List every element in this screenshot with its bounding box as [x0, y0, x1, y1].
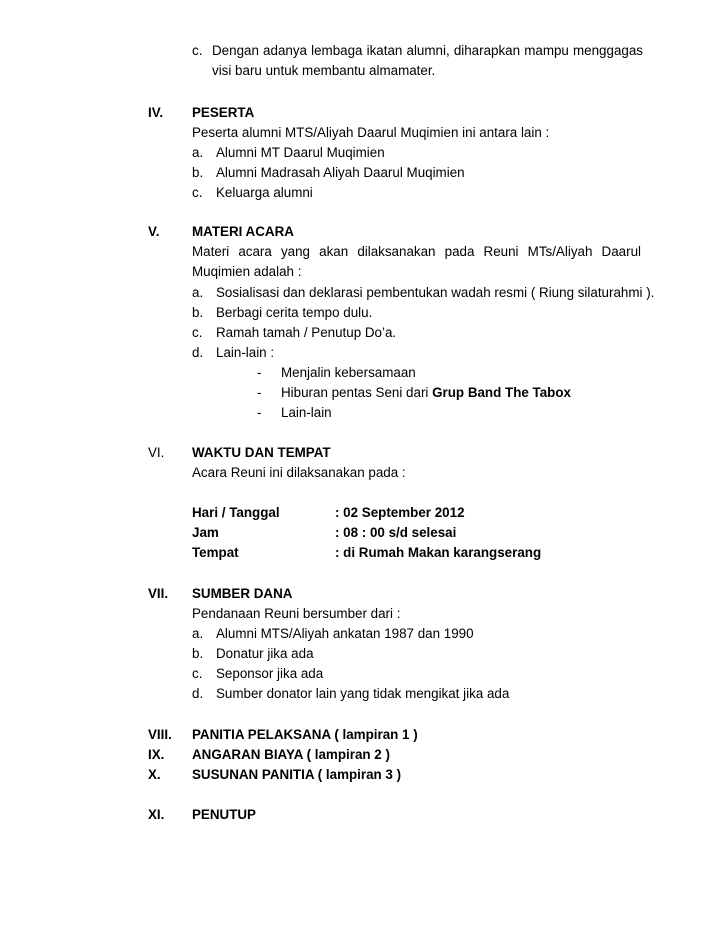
item-label: c.: [192, 666, 203, 681]
schedule-value: : di Rumah Makan karangserang: [335, 545, 542, 560]
list-item: [192, 664, 323, 684]
intro-c-line1: Dengan adanya lembaga ikatan alumni, diharapkan mampu menggagas: [212, 43, 643, 58]
item-text: Alumni Madrasah Aliyah Daarul Muqimien: [216, 165, 465, 180]
section-viii-title: PANITIA PELAKSANA ( lampiran 1 ): [192, 727, 418, 742]
list-item: [192, 684, 509, 704]
intro-c-line2: visi baru untuk membantu almamater.: [212, 63, 436, 78]
intro-c-label: c.: [192, 43, 203, 58]
item-text: Hiburan pentas Seni dari: [281, 385, 433, 400]
item-text: Keluarga alumni: [216, 185, 313, 200]
schedule-value: : 08 : 00 s/d selesai: [335, 525, 457, 540]
section-vi-number: VI.: [148, 445, 165, 460]
section-ix-number: IX.: [148, 747, 165, 762]
section-x-title: SUSUNAN PANITIA ( lampiran 3 ): [192, 767, 402, 782]
item-text: Donatur jika ada: [216, 646, 314, 661]
item-text: Seponsor jika ada: [216, 666, 324, 681]
section-vi-title: WAKTU DAN TEMPAT: [192, 445, 331, 460]
band-name: Grup Band The Tabox: [432, 385, 571, 400]
item-text: Sosialisasi dan deklarasi pembentukan wadah resmi ( Riung silaturahmi ).: [216, 285, 655, 300]
item-label: a.: [192, 285, 204, 300]
list-item: [192, 303, 372, 323]
list-item: [192, 323, 396, 343]
section-viii-number: VIII.: [148, 727, 172, 742]
item-label: d.: [192, 686, 204, 701]
bullet-dash: -: [257, 385, 262, 400]
section-ix-title: ANGARAN BIAYA ( lampiran 2 ): [192, 747, 390, 762]
item-label: a.: [192, 145, 204, 160]
section-iv-intro: Peserta alumni MTS/Aliyah Daarul Muqimien ini antara lain :: [192, 125, 550, 140]
item-label: b.: [192, 646, 204, 661]
list-item: [192, 624, 474, 644]
section-v-number: V.: [148, 224, 160, 239]
section-v-intro-line2: Muqimien adalah :: [192, 264, 302, 279]
section-vi-intro: Acara Reuni ini dilaksanakan pada :: [192, 465, 406, 480]
schedule-value: : 02 September 2012: [335, 505, 465, 520]
sub-list-item: [257, 403, 332, 423]
list-item: [192, 183, 313, 203]
section-v-intro-line1: Materi acara yang akan dilaksanakan pada Reuni MTs/Aliyah Daarul: [192, 244, 641, 259]
list-item: [192, 163, 465, 183]
item-text: Alumni MT Daarul Muqimien: [216, 145, 385, 160]
section-x-number: X.: [148, 767, 161, 782]
section-iv-title: PESERTA: [192, 105, 255, 120]
bullet-dash: -: [257, 365, 262, 380]
item-text: Ramah tamah / Penutup Do’a.: [216, 325, 397, 340]
item-label: c.: [192, 185, 203, 200]
item-label: c.: [192, 325, 203, 340]
sub-list-item: [257, 383, 571, 403]
list-item: [192, 283, 654, 303]
section-iv-number: IV.: [148, 105, 164, 120]
list-item: [192, 143, 385, 163]
item-label: a.: [192, 626, 204, 641]
section-vii-number: VII.: [148, 586, 169, 601]
item-text: Alumni MTS/Aliyah ankatan 1987 dan 1990: [216, 626, 474, 641]
schedule-label: Jam: [192, 525, 219, 540]
item-label: d.: [192, 345, 204, 360]
item-text: Menjalin kebersamaan: [281, 365, 416, 380]
item-label: b.: [192, 165, 204, 180]
item-text: Sumber donator lain yang tidak mengikat jika ada: [216, 686, 510, 701]
schedule-label: Tempat: [192, 545, 239, 560]
item-text: Lain-lain :: [216, 345, 275, 360]
schedule-label: Hari / Tanggal: [192, 505, 280, 520]
list-item: [192, 644, 314, 664]
section-vii-title: SUMBER DANA: [192, 586, 293, 601]
item-label: b.: [192, 305, 204, 320]
sub-list-item: [257, 363, 416, 383]
section-xi-number: XI.: [148, 807, 165, 822]
section-xi-title: PENUTUP: [192, 807, 256, 822]
bullet-dash: -: [257, 405, 262, 420]
section-v-title: MATERI ACARA: [192, 224, 294, 239]
item-text: Berbagi cerita tempo dulu.: [216, 305, 373, 320]
list-item: [192, 343, 274, 363]
item-text: Lain-lain: [281, 405, 332, 420]
section-vii-intro: Pendanaan Reuni bersumber dari :: [192, 606, 401, 621]
